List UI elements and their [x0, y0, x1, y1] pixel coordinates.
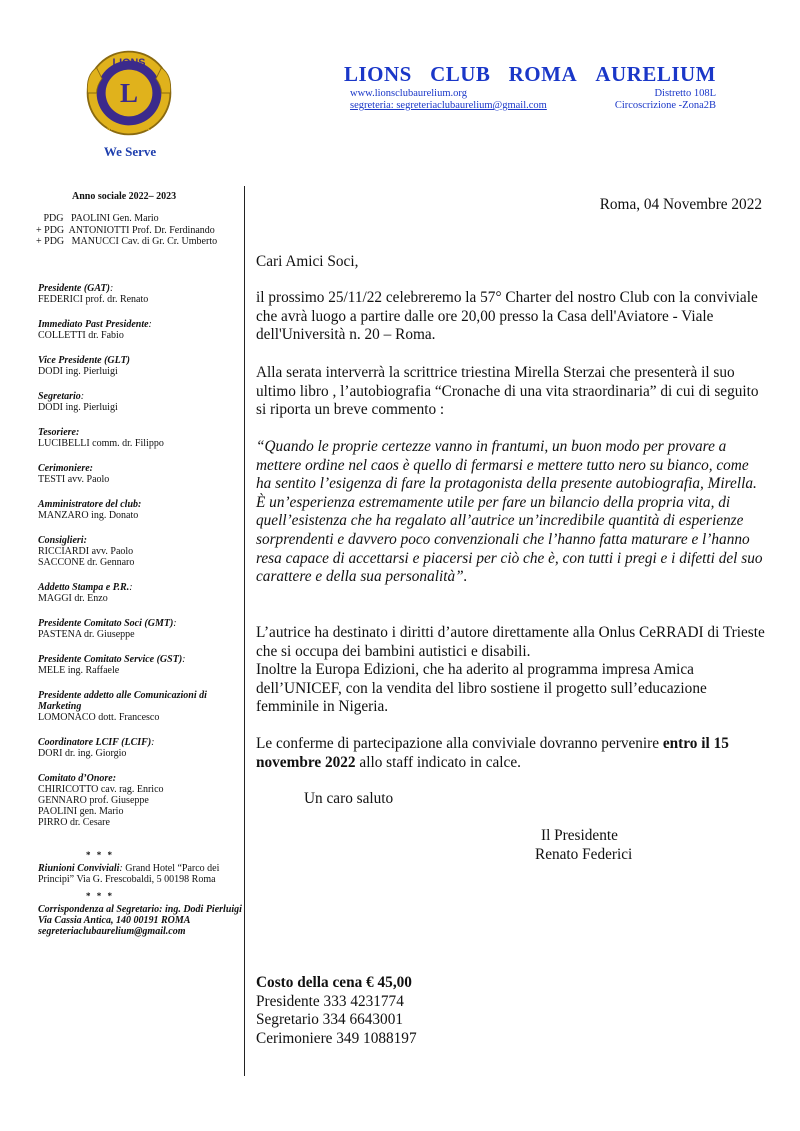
role-name: DORI dr. ing. Giorgio	[38, 748, 127, 759]
logo-top-text: LIONS	[112, 57, 146, 69]
logo-bottom-text: INTERNATIONAL	[107, 125, 151, 132]
letter-paragraph-3	[256, 624, 766, 717]
role-name: LUCIBELLI comm. dr. Filippo	[38, 438, 164, 449]
contact-line: Cerimoniere 349 1088197	[256, 1029, 417, 1047]
role-name: FEDERICI prof. dr. Renato	[38, 294, 149, 305]
role-title: Amministratore del club:	[38, 499, 142, 510]
role-suffix: :	[80, 391, 85, 402]
role-name: DODI ing. Pierluigi	[38, 402, 118, 413]
correspondence-line: 00191 ROMA	[133, 915, 191, 926]
role-suffix: :	[148, 319, 152, 330]
role-name: CHIRICOTTO cav. rag. Enrico	[38, 784, 164, 795]
paragraph-3-line-1: L’autrice ha destinato i diritti d’autore direttamente alla Onlus CeRRADI di Trieste che si occupa dei bambini autistici e disabili.	[256, 624, 765, 660]
contacts-block	[256, 974, 766, 1048]
correspondence-block: Corrispondenza al Segretario: ing. Dodi Pierluigi Via Cassia Antica, 140 00191 ROMA segreteriaclubaurelium@gmail.com	[38, 904, 242, 937]
paragraph-4-pre: Le conferme di partecipazione alla conviviale dovranno pervenire	[256, 735, 663, 752]
role-title: Consiglieri:	[38, 535, 87, 546]
pdg-line: + PDG MANUCCI Cav. di Gr. Cr. Umberto	[36, 236, 218, 247]
role-suffix: :	[182, 654, 186, 665]
correspondence-email[interactable]: segreteriaclubaurelium@gmail.com	[38, 926, 186, 937]
role-title: Presidente Comitato Soci (GMT)	[38, 618, 174, 629]
role-name: MELE ing. Raffaele	[38, 665, 120, 676]
role-name: PIRRO dr. Cesare	[38, 817, 110, 828]
meetings-title: Riunioni Conviviali	[38, 863, 120, 874]
role-title: Presidente Comitato Service (GST)	[38, 654, 183, 665]
motto: We Serve	[103, 144, 157, 159]
role-press-officer	[38, 582, 243, 604]
social-year: Anno sociale 2022– 2023	[72, 191, 177, 202]
officers-list	[38, 283, 243, 937]
role-marketing	[38, 690, 243, 723]
lions-emblem-icon	[84, 48, 174, 138]
role-name: PASTENA dr. Giuseppe	[38, 629, 135, 640]
role-secretary	[38, 391, 243, 413]
role-suffix: :	[129, 582, 133, 593]
role-title: Immediato Past Presidente	[38, 319, 149, 330]
secretary-email-link[interactable]: segreteria: segreteriaclubaurelium@gmail.com	[350, 100, 547, 111]
role-honor-committee	[38, 773, 243, 828]
role-name: COLLETTI dr. Fabio	[38, 330, 124, 341]
paragraph-4-post: allo staff indicato in calce.	[355, 753, 521, 771]
letter-date: Roma, 04 Novembre 2022	[599, 196, 762, 213]
pdg-list	[36, 213, 217, 248]
role-title: Coordinatore LCIF (LCIF)	[38, 737, 152, 748]
vertical-divider	[244, 186, 245, 1076]
meetings-line: Via G. Frescobaldi, 5	[76, 874, 162, 885]
letter-paragraph-2: Alla serata interverrà la scrittrice triestina Mirella Sterzai che presenterà il suo ultimo libro , l’autobiografia “Cronache di una vita straordinaria” di cui di seguito si riporta un breve commento :	[256, 364, 759, 419]
role-title: Comitato d’Onore:	[38, 773, 117, 784]
role-suffix: :	[151, 737, 155, 748]
meetings-suffix: :	[119, 863, 123, 874]
meetings-line: 00198 Roma	[164, 874, 216, 885]
meetings-block	[38, 863, 243, 885]
role-suffix: :	[109, 283, 114, 294]
meetings-line: Grand Hotel “Parco dei Principi”	[38, 863, 220, 885]
district-label: Distretto 108L	[654, 88, 716, 99]
letter-paragraph-1: il prossimo 25/11/22 celebreremo la 57° Charter del nostro Club con la conviviale che avrà luogo a partire dalle ore 20,00 presso la Casa dell'Aviatore - Viale dell'Università n. 20 – Roma.	[256, 289, 758, 344]
role-name: MAGGI dr. Enzo	[38, 593, 108, 604]
role-name: LOMONACO dott. Francesco	[38, 712, 160, 723]
contact-line: Presidente 333 4231774	[256, 992, 404, 1010]
correspondence-title: Corrispondenza al Segretario	[38, 904, 160, 915]
role-name: GENNARO prof. Giuseppe	[38, 795, 149, 806]
zone-label: Circoscrizione -Zona2B	[614, 100, 716, 111]
role-vice-president	[38, 355, 243, 377]
header-row-website	[350, 88, 716, 99]
role-ceremony-master	[38, 463, 243, 485]
signature-role: Il Presidente	[541, 827, 618, 844]
club-title-word: AURELIUM	[595, 62, 716, 86]
closing: Un caro saluto	[304, 790, 394, 807]
role-past-president	[38, 319, 243, 341]
website-link[interactable]: www.lionsclubaurelium.org	[350, 88, 467, 99]
role-president	[38, 283, 243, 305]
letter-paragraph-4	[256, 735, 766, 772]
separator-stars: * * *	[86, 850, 114, 860]
club-title-word: ROMA	[508, 62, 578, 86]
role-name: MANZARO ing. Donato	[38, 510, 139, 521]
correspondence-line: ing. Dodi Pierluigi	[164, 904, 242, 915]
role-name: RICCIARDI avv. Paolo	[38, 546, 134, 557]
role-councillors	[38, 535, 243, 568]
dinner-cost: Costo della cena € 45,00	[256, 974, 412, 991]
role-title: Tesoriere:	[38, 427, 80, 438]
club-title	[344, 62, 716, 87]
club-title-word: LIONS	[344, 62, 412, 86]
role-name: DODI ing. Pierluigi	[38, 366, 118, 377]
role-name: SACCONE dr. Gennaro	[38, 557, 135, 568]
club-title-word: CLUB	[430, 62, 491, 86]
role-title: Cerimoniere:	[38, 463, 93, 474]
pdg-line: + PDG ANTONIOTTI Prof. Dr. Ferdinando	[36, 224, 215, 236]
lions-logo	[84, 48, 174, 138]
letter-greeting: Cari Amici Soci,	[256, 253, 359, 270]
header-row-email	[350, 100, 716, 111]
paragraph-3-line-2: Inoltre la Europa Edizioni, che ha aderito al programma impresa Amica dell’UNICEF, con la vendita del libro sostiene il progetto sull’educazione femminile in Nigeria.	[256, 661, 707, 716]
role-club-administrator	[38, 499, 243, 521]
role-suffix: :	[173, 618, 177, 629]
role-title: Segretario	[38, 391, 81, 402]
role-membership-committee	[38, 618, 243, 640]
contact-line: Segretario 334 6643001	[256, 1011, 403, 1029]
role-lcif-coordinator	[38, 737, 243, 759]
role-title: Vice Presidente (GLT)	[38, 355, 131, 366]
pdg-line: PDG PAOLINI Gen. Mario	[36, 213, 159, 224]
paragraph-4-deadline: entro il 15 novembre 2022	[256, 735, 729, 771]
role-title: Presidente (GAT)	[38, 283, 110, 294]
logo-letter: L	[119, 78, 139, 108]
role-title: Addetto Stampa e P.R.	[38, 582, 130, 593]
separator-stars: * * *	[86, 891, 114, 901]
role-name: TESTI avv. Paolo	[38, 474, 110, 485]
role-treasurer	[38, 427, 243, 449]
book-quote: “Quando le proprie certezze vanno in frantumi, un buon modo per provare a mettere ordine nel caos è quello di fermarsi e mettere tutto nero su bianco, come ha sentito l’esigenza di fare la protagonista della presente autobiografia, Mirella. È un’esperienza estremamente utile per fare un bilancio della propria vita, di quell’esistenza che ha regalato all’autrice un’incredibile quantità di esperienze sorprendenti e davvero poco convenzionali che l’hanno fatta maturare e l’hanno resa capace di accettarsi e piacersi per ciò che è, con tutti i pregi e i difetti del suo carattere e della sua personalità”.	[256, 438, 763, 586]
signature-name: Renato Federici	[535, 846, 633, 863]
role-title: Presidente addetto alle Comunicazioni di Marketing	[38, 690, 207, 712]
role-name: PAOLINI gen. Mario	[38, 806, 124, 817]
role-service-committee	[38, 654, 243, 676]
correspondence-line: Via Cassia Antica, 140	[38, 915, 131, 926]
